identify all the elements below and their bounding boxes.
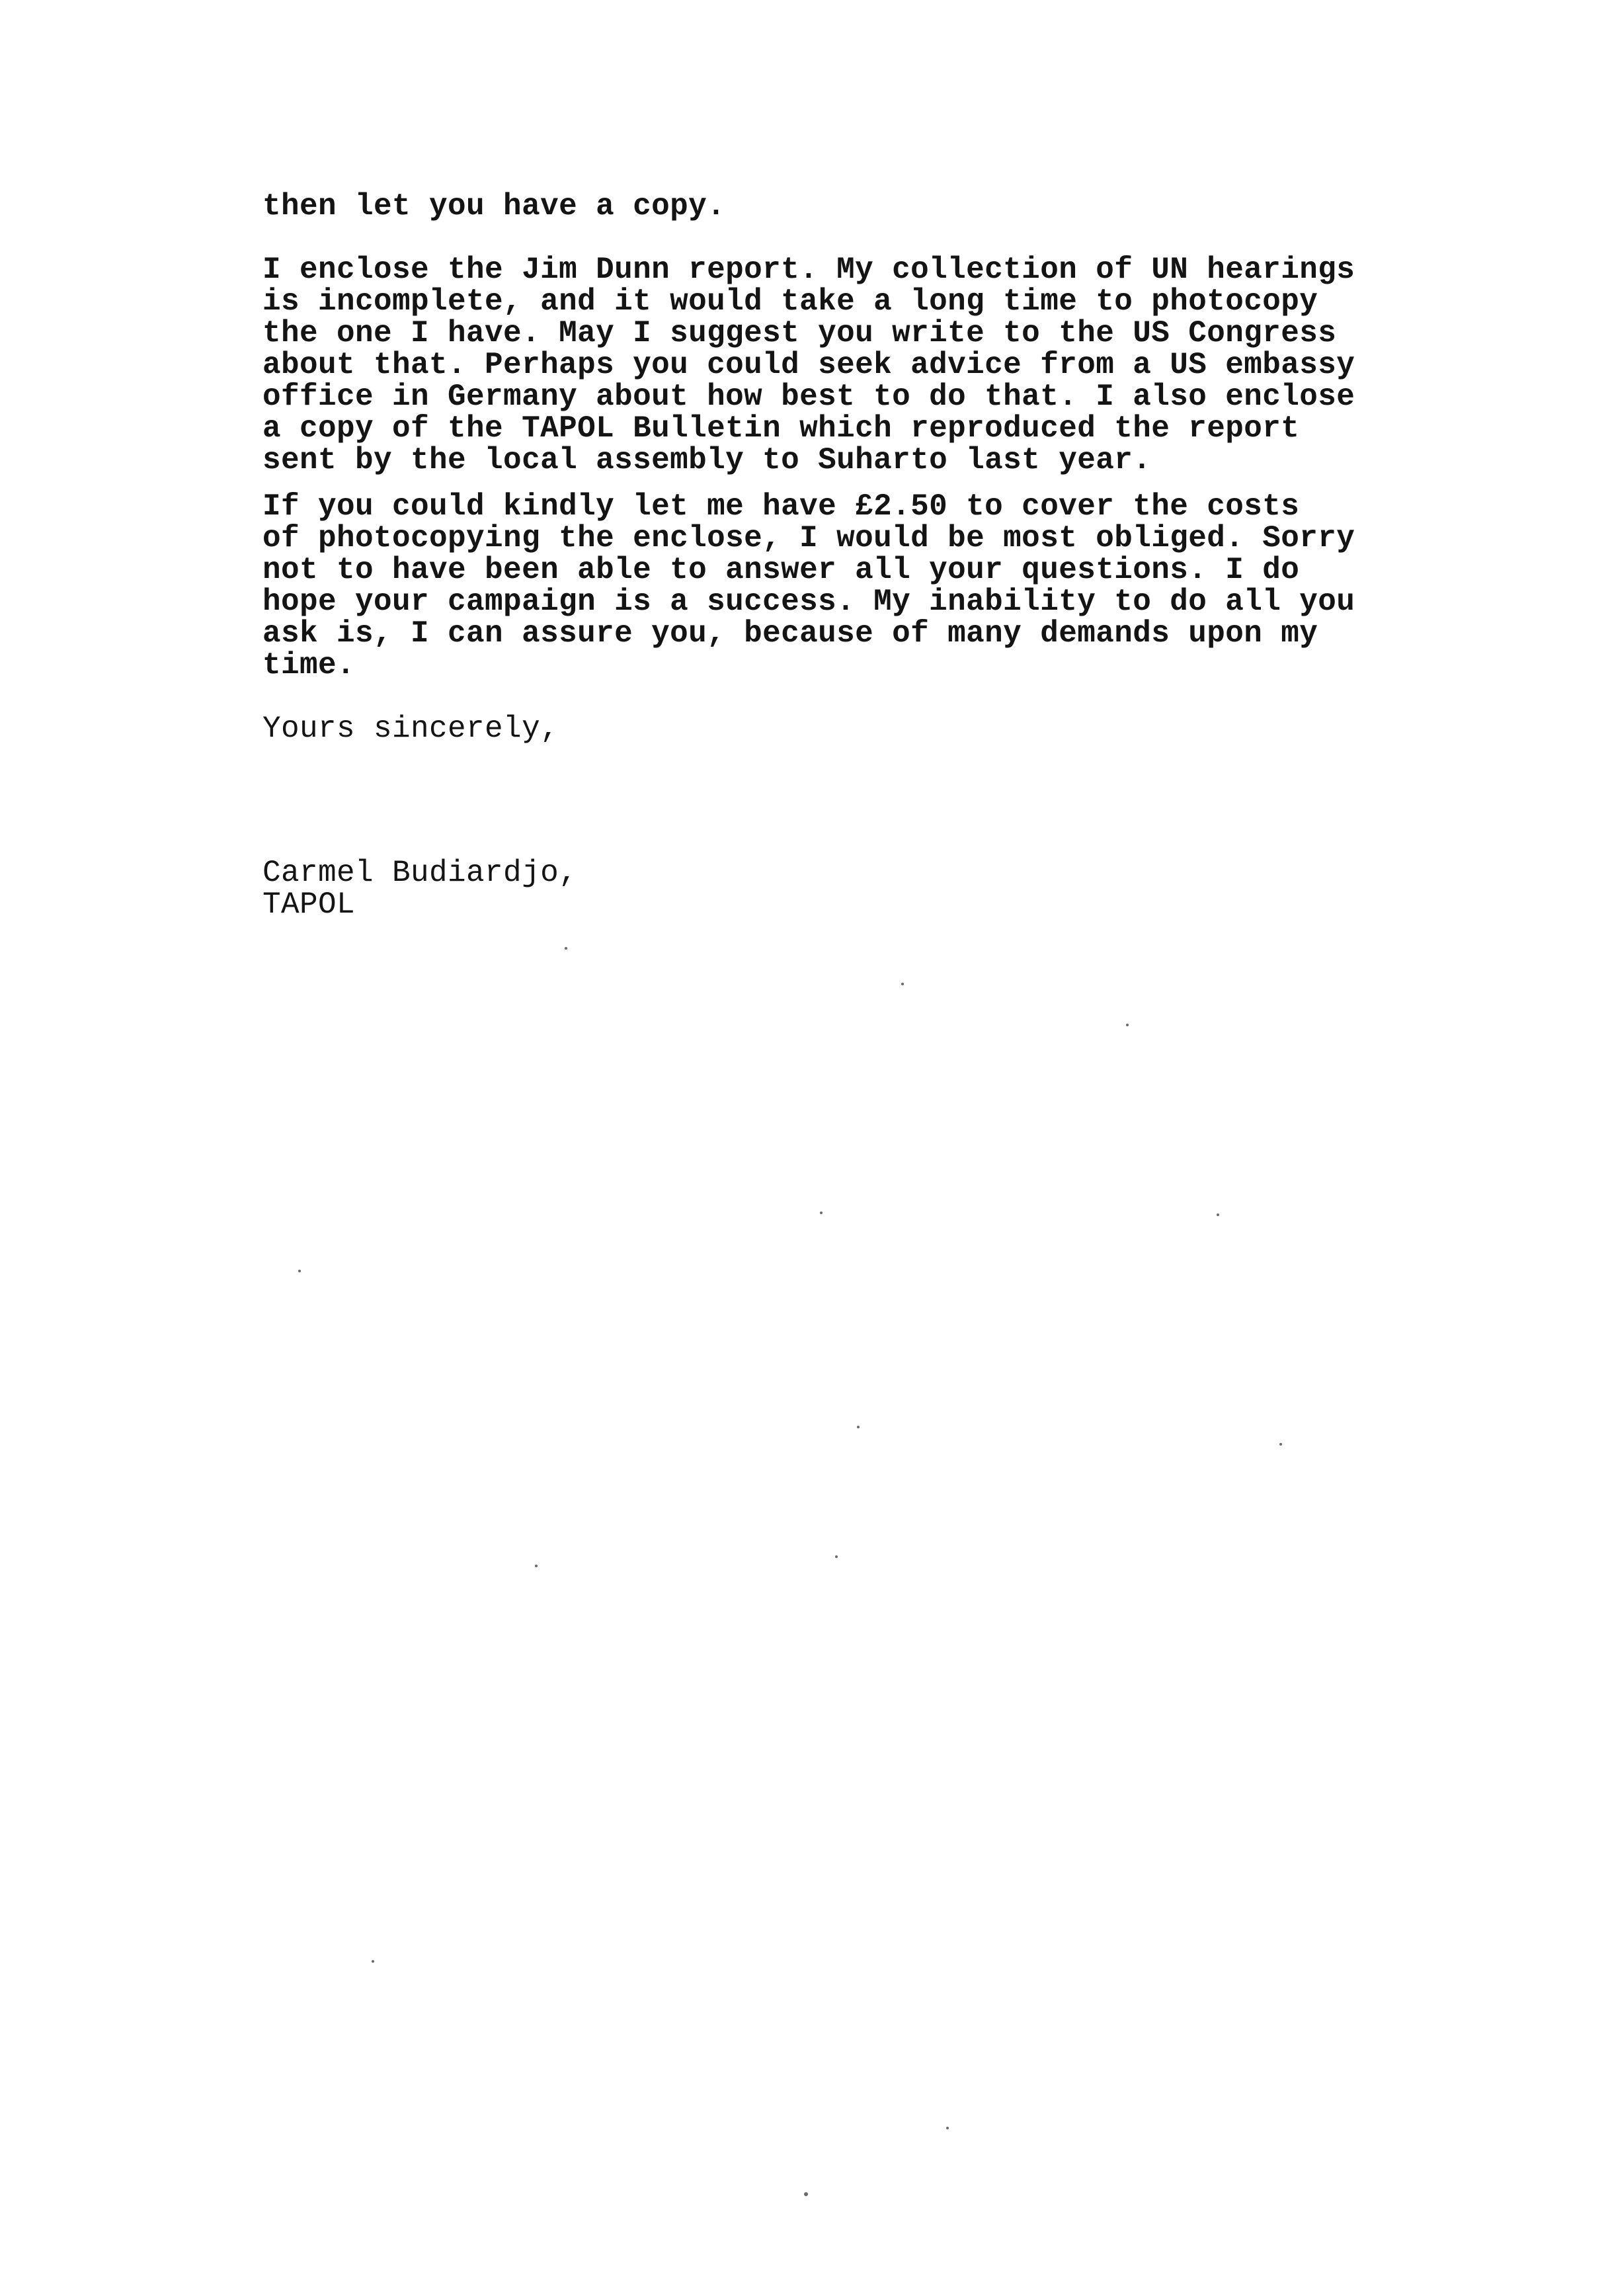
scan-speck (1279, 1443, 1282, 1446)
paragraph-line: ask is, I can assure you, because of many demands upon my (262, 616, 1318, 651)
scan-speck (835, 1555, 838, 1558)
scan-speck (901, 983, 904, 985)
paragraph-line: If you could kindly let me have £2.50 to cover the costs (262, 489, 1300, 524)
scan-speck (565, 947, 567, 950)
scan-speck (298, 1270, 301, 1272)
closing-paragraph (262, 713, 1453, 745)
paragraph-enclosures (262, 254, 1453, 476)
scan-speck (946, 2127, 949, 2129)
paragraph-line: is incomplete, and it would take a long time to photocopy (262, 284, 1318, 319)
scan-speck (372, 1960, 374, 1963)
paragraph-line: the one I have. May I suggest you write to the US Congress (262, 316, 1337, 350)
paragraph-line: about that. Perhaps you could seek advice from a US embassy (262, 348, 1355, 382)
signature-block (262, 857, 1453, 921)
letter-body (262, 190, 1453, 921)
opening-line-paragraph (262, 190, 1453, 222)
scan-speck (820, 1211, 823, 1214)
paragraph-line: not to have been able to answer all your questions. I do (262, 553, 1300, 587)
paragraph-line: I enclose the Jim Dunn report. My collection of UN hearings (262, 253, 1355, 287)
paragraph-line: time. (262, 648, 356, 682)
paragraph-line: hope your campaign is a success. My inability to do all you (262, 585, 1355, 619)
closing-line: Yours sincerely, (262, 712, 559, 746)
scan-speck (804, 2192, 808, 2196)
opening-line: then let you have a copy. (262, 189, 726, 224)
paragraph-line: office in Germany about how best to do that. I also enclose (262, 380, 1355, 414)
scan-speck (535, 1565, 538, 1567)
scan-speck (1217, 1213, 1219, 1216)
scan-speck (857, 1426, 860, 1428)
paragraph-line: of photocopying the enclose, I would be most obliged. Sorry (262, 521, 1355, 555)
paragraph-line: a copy of the TAPOL Bulletin which reproduced the report (262, 411, 1300, 446)
scan-speck (1126, 1024, 1129, 1026)
paragraph-costs (262, 491, 1453, 681)
paragraph-line: sent by the local assembly to Suharto last year. (262, 443, 1152, 477)
signature-name: Carmel Budiardjo, (262, 856, 578, 890)
signature-org: TAPOL (262, 887, 356, 922)
